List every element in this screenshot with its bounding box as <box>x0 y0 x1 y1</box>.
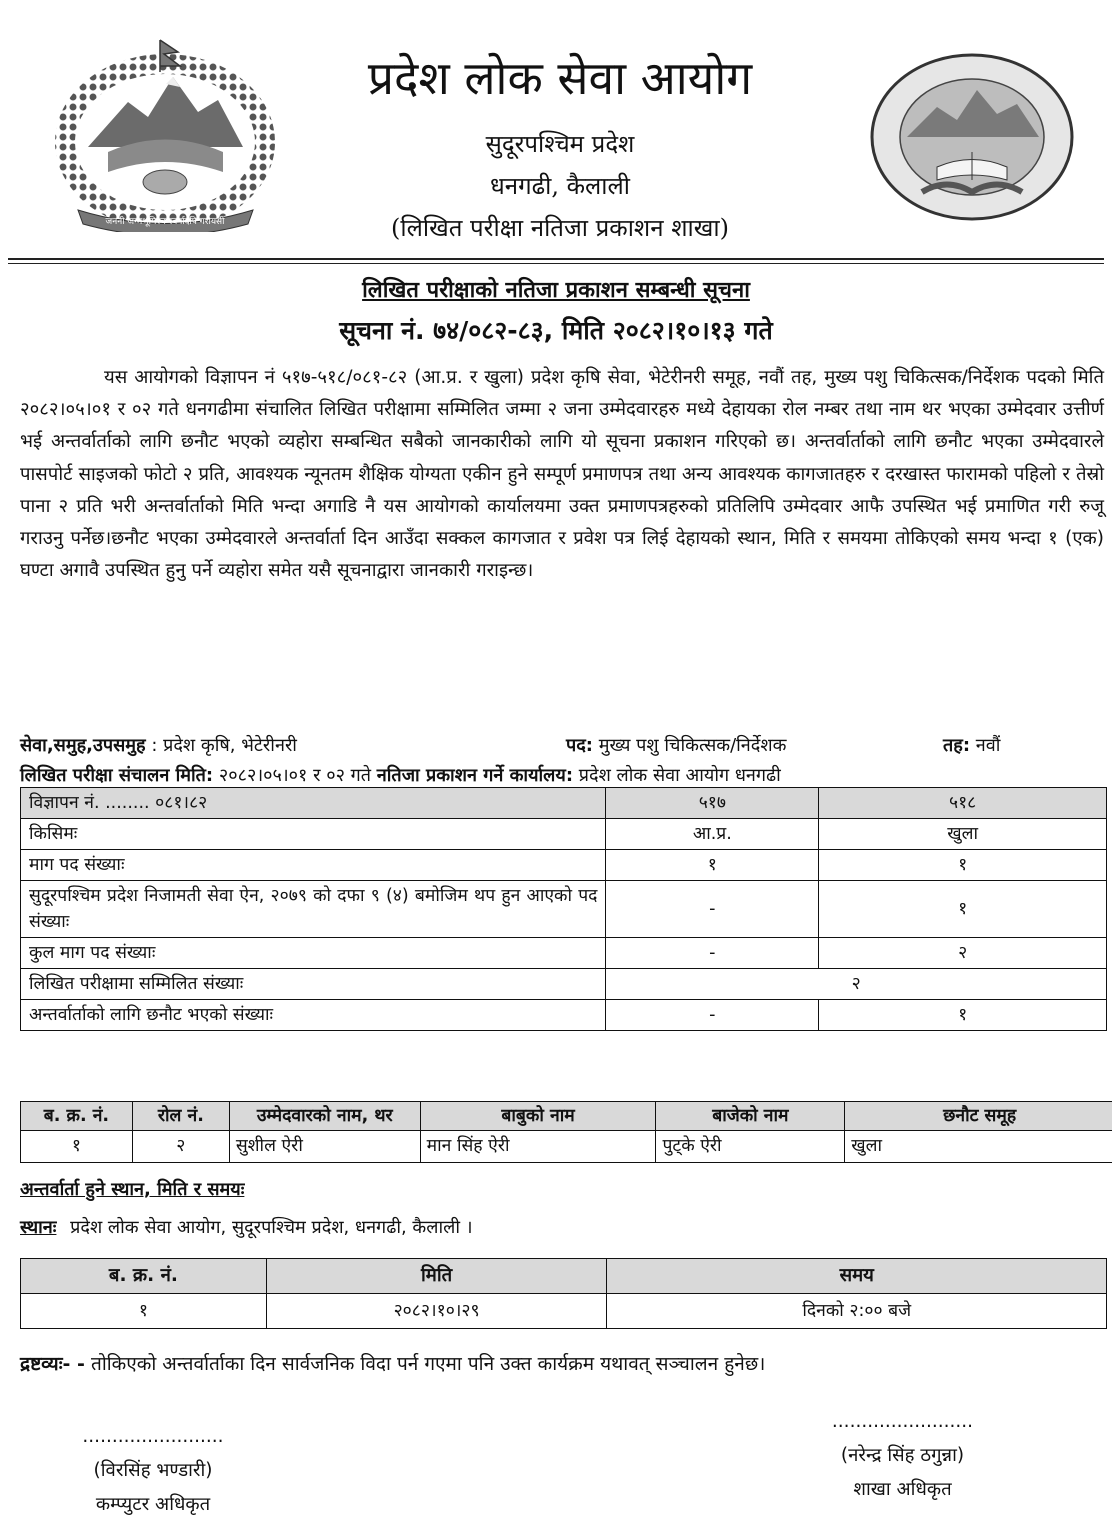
father-name-cell: मान सिंह ऐरी <box>420 1131 656 1163</box>
signature-line: ........................ <box>82 1426 224 1447</box>
signatory-title: कम्प्युटर अधिकृत <box>95 1494 211 1515</box>
table-row <box>21 969 1107 1000</box>
interview-place-line <box>20 1214 473 1242</box>
exam-date-value: २०८२।०५।०१ र ०२ गते <box>218 765 372 786</box>
serial-cell: १ <box>21 1294 267 1329</box>
row-label: सुदूरपश्चिम प्रदेश निजामती सेवा ऐन, २०७९ को दफा ९ (४) बमोजिम थप हुन आएको पद संख्याः <box>21 881 606 938</box>
row-value: - <box>606 1000 819 1031</box>
table-row <box>21 938 1107 969</box>
post-label: पद: <box>566 735 593 756</box>
table-row <box>21 1000 1107 1031</box>
exam-date-label: लिखित परीक्षा संचालन मिति: <box>20 765 214 786</box>
office-location: धनगढी, कैलाली <box>490 172 630 200</box>
row-value: १ <box>606 850 819 881</box>
row-value: २ <box>606 969 1107 1000</box>
group-cell: खुला <box>845 1131 1112 1163</box>
nepal-emblem-icon <box>48 32 283 232</box>
service-value: : प्रदेश कृषि, भेटेरीनरी <box>151 735 297 756</box>
row-label: कुल माग पद संख्याः <box>21 938 606 969</box>
column-header: ब. क्र. नं. <box>21 1259 267 1294</box>
row-value: १ <box>819 881 1107 938</box>
row-value: २ <box>819 938 1107 969</box>
candidates-table <box>20 1101 1112 1163</box>
notice-heading: लिखित परीक्षाको नतिजा प्रकाशन सम्बन्धी सूचना <box>362 278 750 303</box>
level-value: नवौं <box>975 735 1001 756</box>
column-header: बाबुको नाम <box>420 1102 656 1131</box>
signatory-name: (नरेन्द्र सिंह ठगुन्ना) <box>840 1445 965 1466</box>
signature-line: ........................ <box>831 1411 974 1432</box>
table-header-row <box>21 1259 1107 1294</box>
signatory-title: शाखा अधिकृत <box>853 1479 952 1500</box>
row-value: १ <box>819 850 1107 881</box>
column-header: मिति <box>266 1259 607 1294</box>
org-title: प्रदेश लोक सेवा आयोग <box>367 51 753 105</box>
branch-name: (लिखित परीक्षा नतिजा प्रकाशन शाखा) <box>391 214 729 242</box>
level-label: तह: <box>943 735 971 756</box>
post-value: मुख्य पशु चिकित्सक/निर्देशक <box>598 735 787 756</box>
table-row <box>21 819 1107 850</box>
service-label: सेवा,समुह,उपसमुह <box>20 735 146 756</box>
grandfather-name-cell: पुट्के ऐरी <box>656 1131 845 1163</box>
level-line <box>943 732 1000 760</box>
place-label: स्थानः <box>20 1217 57 1238</box>
header-divider <box>8 258 1104 260</box>
vacancy-summary-table <box>20 787 1107 1031</box>
signatory-name: (विरसिंह भण्डारी) <box>93 1460 213 1481</box>
table-row <box>21 850 1107 881</box>
time-cell: दिनको २:०० बजे <box>607 1294 1107 1329</box>
ad-code-cell: ५१८ <box>819 788 1107 819</box>
header-divider-thin <box>8 263 1104 264</box>
office-label: नतिजा प्रकाशन गर्ने कार्यालय: <box>376 765 574 786</box>
column-header: समय <box>607 1259 1107 1294</box>
ad-code-cell: ५१७ <box>606 788 819 819</box>
note-label: द्रष्टव्यः- - <box>20 1353 85 1375</box>
row-value: - <box>606 881 819 938</box>
note-text: तोकिएको अन्तर्वार्ताका दिन सार्वजनिक विदा पर्न गएमा पनि उक्त कार्यक्रम यथावत् सञ्चालन हुनेछ। <box>90 1353 766 1375</box>
row-value: - <box>606 938 819 969</box>
commission-seal-icon <box>867 52 1077 222</box>
place-value: प्रदेश लोक सेवा आयोग, सुदूरपश्चिम प्रदेश, धनगढी, कैलाली । <box>70 1217 473 1238</box>
row-value: खुला <box>819 819 1107 850</box>
province-name: सुदूरपश्चिम प्रदेश <box>485 130 635 158</box>
exam-date-line <box>20 762 781 790</box>
serial-cell: १ <box>21 1131 133 1163</box>
column-header: बाजेको नाम <box>656 1102 845 1131</box>
row-label: माग पद संख्याः <box>21 850 606 881</box>
column-header: रोल नं. <box>132 1102 229 1131</box>
column-header: छनौट समूह <box>845 1102 1112 1131</box>
interview-heading: अन्तर्वार्ता हुने स्थान, मिति र समयः <box>20 1179 245 1200</box>
candidate-name-cell: सुशील ऐरी <box>229 1131 420 1163</box>
table-row <box>21 1294 1107 1329</box>
row-value: आ.प्र. <box>606 819 819 850</box>
notice-body: यस आयोगको विज्ञापन नं ५१७-५१८/०८१-८२ (आ.प्र. र खुला) प्रदेश कृषि सेवा, भेटेरीनरी समूह, नवौं तह, मुख्य पशु चिकित्सक/निर्देशक पदको मिति २०८२।०५।०१ र ०२ गते धनगढीमा संचालित लिखित परीक्षामा सम्मिलित जम्मा २ जना उम्मेदवारहरु मध्ये देहायका रोल नम्बर तथा नाम थर भएका उम्मेदवार उत्तीर्ण भई अन्तर्वार्ताको लागि छनौट भएको व्यहोरा सम्बन्धित सबैको जानकारीको लागि यो सूचना प्रकाशन गरिएको छ। अन्तर्वार्ताको लागि छनौट भएका उम्मेदवारले पासपोर्ट साइजको फोटो २ प्रति, आवश्यक न्यूनतम शैक्षिक योग्यता एकीन हुने सम्पूर्ण प्रमाणपत्र तथा अन्य आवश्यक कागजातहरु र दरखास्त फारामको पहिलो र तेस्रो पाना २ प्रति भरी अन्तर्वार्ताको मिति भन्दा अगाडि नै यस आयोगको कार्यालयमा उक्त प्रमाणपत्रहरुको प्रतिलिपि उम्मेदवार आफै उपस्थित भई प्रमाणित गरी रुजू गराउनु पर्नेछ।छनौट भएका उम्मेदवारले अन्तर्वार्ता दिन आउँदा सक्कल कागजात र प्रवेश पत्र लिई देहायको स्थान, मिति र समयमा तोकिएको समय भन्दा १ (एक) घण्टा अगावै उपस्थित हुनु पर्ने व्यहोरा समेत यसै सूचनाद्वारा जानकारी गराइन्छ। <box>20 367 1104 582</box>
date-cell: २०८२।१०।२९ <box>266 1294 607 1329</box>
post-line <box>566 732 786 760</box>
column-header: ब. क्र. नं. <box>21 1102 133 1131</box>
notice-number: सूचना नं. ७४/०८२-८३, मिति २०८२।१०।१३ गते <box>339 316 773 345</box>
row-value: १ <box>819 1000 1107 1031</box>
left-signatory <box>48 1420 258 1522</box>
table-row <box>21 1131 1112 1163</box>
interview-schedule-table <box>20 1258 1107 1329</box>
roll-cell: २ <box>132 1131 229 1163</box>
row-label: किसिमः <box>21 819 606 850</box>
ad-number-cell: विज्ञापन नं. ........ ०८१।८२ <box>21 788 606 819</box>
right-signatory <box>795 1405 1010 1507</box>
table-header-row <box>21 1102 1112 1131</box>
note-line <box>20 1349 765 1379</box>
row-label: अन्तर्वार्ताको लागि छनौट भएको संख्याः <box>21 1000 606 1031</box>
emblem-motto: जननी जन्मभूमिश्च स्वर्गादपि गरीयसी <box>105 217 225 227</box>
table-row <box>21 881 1107 938</box>
column-header: उम्मेदवारको नाम, थर <box>229 1102 420 1131</box>
row-label: लिखित परीक्षामा सम्मिलित संख्याः <box>21 969 606 1000</box>
service-group-line <box>20 732 297 760</box>
office-value: प्रदेश लोक सेवा आयोग धनगढी <box>578 765 781 786</box>
table-header-row <box>21 788 1107 819</box>
